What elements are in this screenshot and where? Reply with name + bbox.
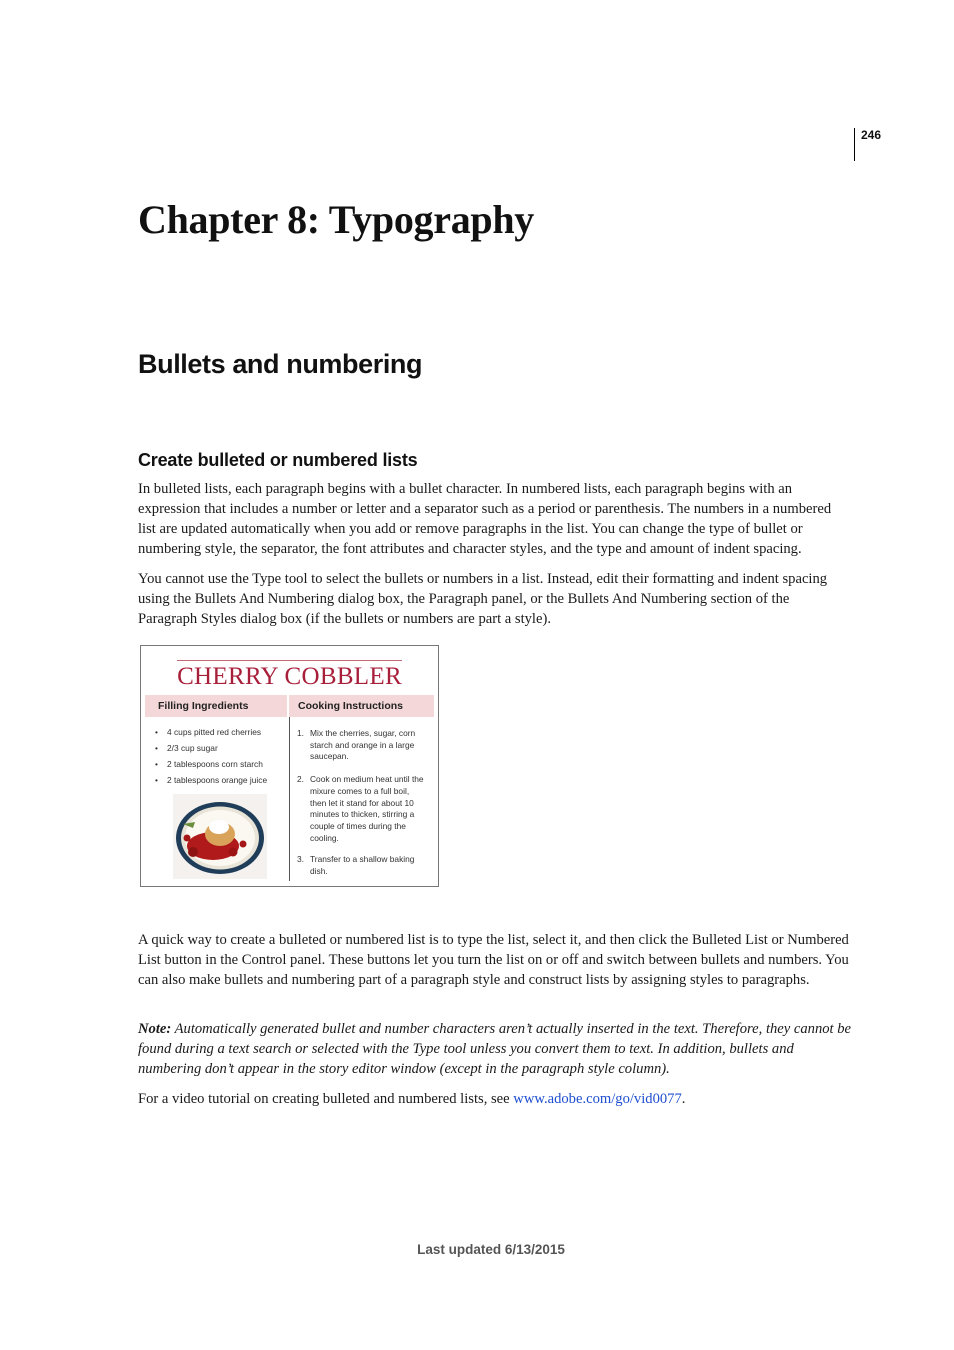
bullet: • bbox=[155, 727, 158, 737]
recipe-figure bbox=[140, 645, 439, 887]
list-item bbox=[155, 742, 267, 758]
footer-last-updated: Last updated 6/13/2015 bbox=[417, 1242, 565, 1257]
note-label: Note: bbox=[138, 1021, 172, 1037]
ingredient-text: 2 tablespoons orange juice bbox=[167, 775, 268, 785]
cobbler-photo bbox=[173, 794, 267, 879]
ingredient-text: 2/3 cup sugar bbox=[167, 743, 218, 753]
body-paragraph: In bulleted lists, each paragraph begins with a bullet character. In numbered lists, each paragraph begins with an expression that includes a number or letter and a separator such as a period or parenthesis. The numbers in a numbered list are updated automatically when you add or remove paragraphs in the list. You can change the type of bullet or numbering style, the separator, the font attributes and character styles, and the type and amount of indent spacing. bbox=[138, 481, 832, 557]
video-suffix: . bbox=[681, 1091, 686, 1107]
ingredients-header: Filling Ingredients bbox=[145, 695, 287, 717]
step-text: Transfer to a shallow baking dish. bbox=[310, 854, 415, 877]
step-number: 2. bbox=[297, 774, 304, 785]
body-paragraph: You cannot use the Type tool to select the bullets or numbers in a list. Instead, edit their formatting and indent spacing using the Bullets And Numbering dialog box, the Paragraph panel, or the Bullets And Numbering section of the Paragraph Styles dialog box (if the bullets or numbers are part a style). bbox=[138, 571, 828, 627]
bullet: • bbox=[155, 759, 158, 769]
list-item bbox=[297, 854, 425, 877]
list-item bbox=[155, 758, 267, 774]
list-item bbox=[155, 726, 267, 742]
ingredient-text: 2 tablespoons corn starch bbox=[167, 759, 263, 769]
ingredient-text: 4 cups pitted red cherries bbox=[167, 727, 262, 737]
figure-title: CHERRY COBBLER bbox=[177, 663, 402, 690]
step-text: Cook on medium heat until the mixure comes to a full boil, then let it stand for about 10 minutes to thicken, stirring a couple of times during the cooling. bbox=[310, 774, 424, 843]
figure-title-rule bbox=[177, 660, 402, 661]
instructions-header: Cooking Instructions bbox=[289, 695, 434, 717]
chapter-title: Chapter 8: Typography bbox=[138, 197, 534, 242]
list-item bbox=[297, 774, 425, 844]
note-paragraph bbox=[138, 1019, 852, 1079]
video-tutorial-link[interactable]: www.adobe.com/go/vid0077 bbox=[513, 1091, 682, 1107]
step-number: 1. bbox=[297, 728, 304, 738]
list-item bbox=[297, 728, 425, 763]
note-text: Automatically generated bullet and number characters aren’t actually inserted in the text. Therefore, they cannot be found during a text search or selected with the Type tool unless you convert them to text. In addition, bullets and numbering don’t appear in the story editor window (except in the paragraph style column). bbox=[138, 1021, 852, 1077]
video-prefix: For a video tutorial on creating bulleted and numbered lists, see bbox=[138, 1091, 514, 1107]
list-item bbox=[155, 774, 267, 790]
cobbler-plate-image bbox=[173, 794, 267, 879]
subsection-title: Create bulleted or numbered lists bbox=[138, 450, 418, 470]
body-paragraph: A quick way to create a bulleted or numbered list is to type the list, select it, and then click the Bulleted List or Numbered List button in the Control panel. These buttons let you turn the list on or off and switch between bullets and numbers. You can also make bullets and numbering part of a paragraph style and construct lists by assigning styles to paragraphs. bbox=[138, 932, 849, 988]
ingredients-list bbox=[155, 726, 267, 790]
page-number: 246 bbox=[861, 128, 882, 142]
step-number: 3. bbox=[297, 854, 304, 865]
column-divider bbox=[289, 717, 290, 881]
step-text: Mix the cherries, sugar, corn starch and orange in a large saucepan. bbox=[310, 728, 416, 762]
section-title: Bullets and numbering bbox=[138, 349, 423, 379]
instructions-list bbox=[297, 728, 425, 878]
video-tutorial-paragraph bbox=[138, 1089, 852, 1109]
bullet: • bbox=[155, 775, 158, 785]
bullet: • bbox=[155, 743, 158, 753]
page-number-rule bbox=[854, 128, 855, 161]
